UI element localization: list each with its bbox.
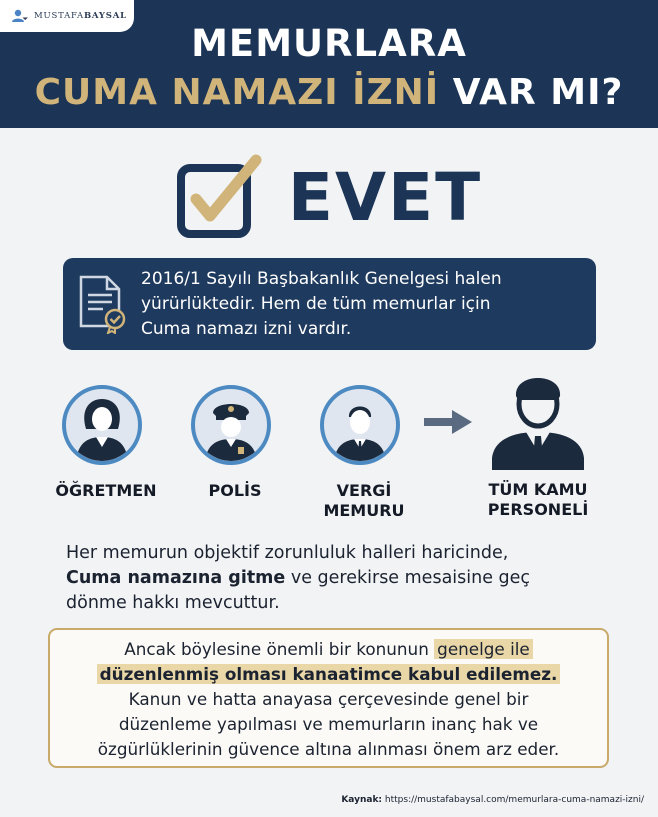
person-police xyxy=(191,385,271,500)
rights-paragraph: Her memurun objektif zorunluluk halleri haricinde, Cuma namazına gitme ve gerekirse mesaisine geç dönme hakkı mevcuttur. xyxy=(66,543,531,613)
user-icon xyxy=(12,9,28,23)
answer-text: EVET xyxy=(287,158,483,236)
title-line-2 xyxy=(0,72,658,113)
arrow-right-icon xyxy=(424,408,474,436)
label-public-servant: TÜM KAMU PERSONELİ xyxy=(487,480,589,519)
paragraph-emphasis: Cuma namazına gitme xyxy=(66,568,286,588)
tax-officer-icon xyxy=(324,389,396,461)
checkbox-check-icon xyxy=(176,154,268,240)
public-servant-icon xyxy=(488,360,588,470)
title-question: VAR MI? xyxy=(452,72,624,113)
brand-name: MUSTAFABAYSAL xyxy=(34,11,127,21)
notice-highlight-bold: düzenlenmiş olması kanaatimce kabul edilemez. xyxy=(97,664,561,684)
header-banner xyxy=(0,0,658,128)
document-certificate-icon xyxy=(75,274,129,334)
label-teacher: ÖĞRETMEN xyxy=(55,481,157,500)
info-text: 2016/1 Sayılı Başbakanlık Genelgesi halen yürürlüktedir. Hem de tüm memurlar için Cuma namazı izni vardır. xyxy=(141,268,502,339)
opinion-notice: Ancak böylesine önemli bir konunun genelge ile düzenlenmiş olması kanaatimce kabul edilemez. Kanun ve hatta anayasa çerçevesinde genel bir düzenleme yapılması ve memurların inanç hak ve özgürlüklerinin güvence altına alınması önem arz eder. xyxy=(48,628,609,768)
teacher-woman-icon xyxy=(66,389,138,461)
person-teacher xyxy=(55,385,157,500)
person-public-servant xyxy=(487,360,589,519)
title-line-1: MEMURLARA xyxy=(191,22,467,65)
source-credit: Kaynak: https://mustafabaysal.com/memurlara-cuma-namazi-izni/ xyxy=(341,795,644,805)
police-officer-icon xyxy=(195,389,267,461)
source-link[interactable]: https://mustafabaysal.com/memurlara-cuma-namazi-izni/ xyxy=(384,795,644,805)
info-box xyxy=(63,258,596,350)
answer-block xyxy=(0,152,658,242)
person-tax-officer xyxy=(320,385,405,520)
label-police: POLİS xyxy=(208,481,262,500)
title-highlight: CUMA NAMAZI İZNİ xyxy=(34,72,440,113)
label-tax-officer: VERGİ MEMURU xyxy=(323,481,405,520)
notice-highlight: genelge ile xyxy=(434,639,533,659)
